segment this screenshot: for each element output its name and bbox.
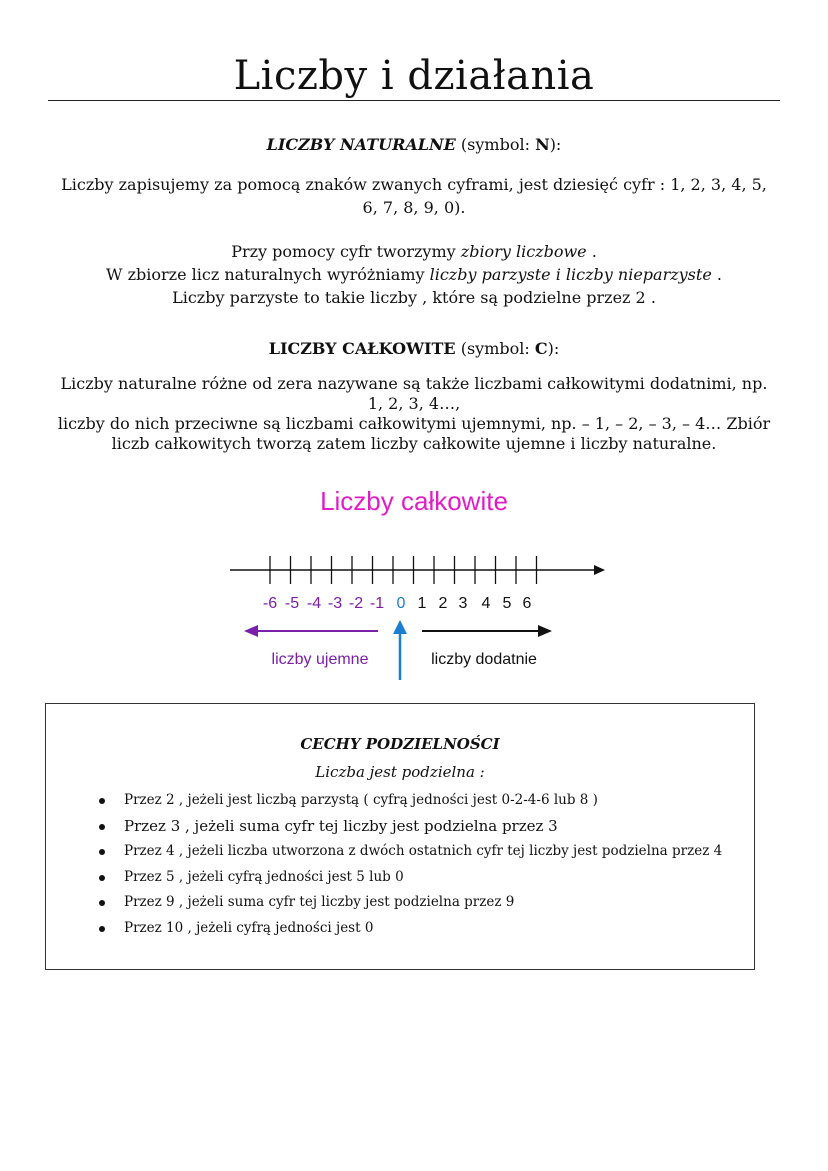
rule-text: Przez 2 , jeżeli jest liczbą parzystą ( cyfrą jedności jest 0-2-4-6 lub 8 ) (124, 792, 598, 808)
text: . (586, 242, 597, 261)
integers-symbol-prefix: (symbol: (455, 339, 535, 358)
emphasis: zbiory liczbowe (460, 242, 587, 261)
natural-line-4 (50, 263, 778, 286)
natural-heading-line (50, 133, 778, 156)
rule-text: Przez 9 , jeżeli suma cyfr tej liczby jest podzielna przez 9 (124, 894, 515, 910)
divisibility-title: CECHY PODZIELNOŚCI (300, 735, 500, 753)
zero-arrowhead (393, 620, 407, 634)
natural-symbol-suffix: ): (549, 135, 562, 154)
positive-tick-label: 4 (481, 595, 491, 612)
integers-line-3: liczby do nich przeciwne są liczbami całkowitymi ujemnymi, np. – 1, – 2, – 3, – 4… Zbiór (57, 414, 771, 433)
rule-item (46, 839, 754, 865)
rule-item (46, 890, 754, 916)
negative-tick-label: -1 (369, 595, 385, 612)
rule-text: Przez 3 , jeżeli suma cyfr tej liczby jest podzielna przez 3 (124, 816, 558, 835)
page-title: Liczby i działania (233, 53, 595, 99)
bullet (99, 824, 105, 830)
bullet (99, 849, 105, 855)
natural-symbol: N (535, 135, 550, 154)
integers-symbol-suffix: ): (547, 339, 560, 358)
negative-tick-label: -6 (262, 595, 278, 612)
positive-caption: liczby dodatnie (431, 651, 537, 668)
natural-line-5: Liczby parzyste to takie liczby , które są podzielne przez 2 . (172, 288, 656, 307)
rule-item (46, 865, 754, 891)
positive-tick-label: 6 (522, 595, 532, 612)
figure-title: Liczby całkowite (320, 486, 508, 516)
number-line-arrowhead (594, 565, 605, 575)
rule-text: Przez 5 , jeżeli cyfrą jedności jest 5 lub 0 (124, 868, 404, 885)
integers-line-2: 1, 2, 3, 4…, (367, 394, 461, 413)
divisibility-box (45, 703, 755, 970)
bullet (99, 926, 105, 932)
negative-tick-label: -4 (306, 595, 322, 612)
integers-heading-line (50, 337, 778, 360)
positive-tick-label: 5 (502, 595, 512, 612)
divisibility-subtitle: Liczba jest podzielna : (315, 763, 485, 781)
rule-item (46, 814, 754, 840)
bullet (99, 875, 105, 881)
text: W zbiorze licz naturalnych wyróżniamy (106, 265, 430, 284)
natural-paragraph-2 (50, 240, 778, 309)
negative-tick-label: -3 (327, 595, 343, 612)
positive-tick-label: 3 (458, 595, 468, 612)
title-underline (48, 100, 780, 101)
bullet (99, 900, 105, 906)
divisibility-rules (46, 788, 754, 941)
rule-text: Przez 10 , jeżeli cyfrą jedności jest 0 (124, 919, 374, 936)
natural-heading: LICZBY NATURALNE (266, 135, 456, 154)
number-line-labels (263, 595, 532, 612)
negative-arrowhead (244, 625, 258, 637)
positive-tick-label: 1 (417, 595, 427, 612)
negative-tick-label: -5 (284, 595, 300, 612)
integers-line-1: Liczby naturalne różne od zera nazywane są także liczbami całkowitymi dodatnimi, np. (60, 374, 768, 393)
rule-item (46, 916, 754, 942)
integers-line-4: liczb całkowitych tworzą zatem liczby całkowite ujemne i liczby naturalne. (111, 434, 717, 453)
text: Przy pomocy cyfr tworzymy (231, 242, 461, 261)
natural-line-3 (50, 240, 778, 263)
integers-symbol: C (534, 339, 548, 358)
natural-line-1: Liczby zapisujemy za pomocą znaków zwanych cyframi, jest dziesięć cyfr : 1, 2, 3, 4, 5, (61, 175, 767, 194)
integers-paragraph (50, 374, 778, 454)
natural-line-2: 6, 7, 8, 9, 0). (362, 198, 466, 217)
positive-tick-label: 2 (438, 595, 448, 612)
negative-tick-label: -2 (348, 595, 364, 612)
number-line (0, 540, 828, 690)
rule-text: Przez 4 , jeżeli liczba utworzona z dwóch ostatnich cyfr tej liczby jest podzielna przez 4 (124, 843, 723, 859)
integers-heading: LICZBY CAŁKOWITE (268, 339, 456, 358)
bullet (99, 798, 105, 804)
text: . (711, 265, 722, 284)
natural-symbol-prefix: (symbol: (455, 135, 536, 154)
natural-paragraph-1 (50, 173, 778, 219)
zero-tick-label: 0 (396, 595, 406, 612)
negative-caption: liczby ujemne (271, 651, 369, 668)
positive-arrowhead (538, 625, 552, 637)
emphasis: liczby parzyste i liczby nieparzyste (429, 265, 712, 284)
rule-item (46, 788, 754, 814)
